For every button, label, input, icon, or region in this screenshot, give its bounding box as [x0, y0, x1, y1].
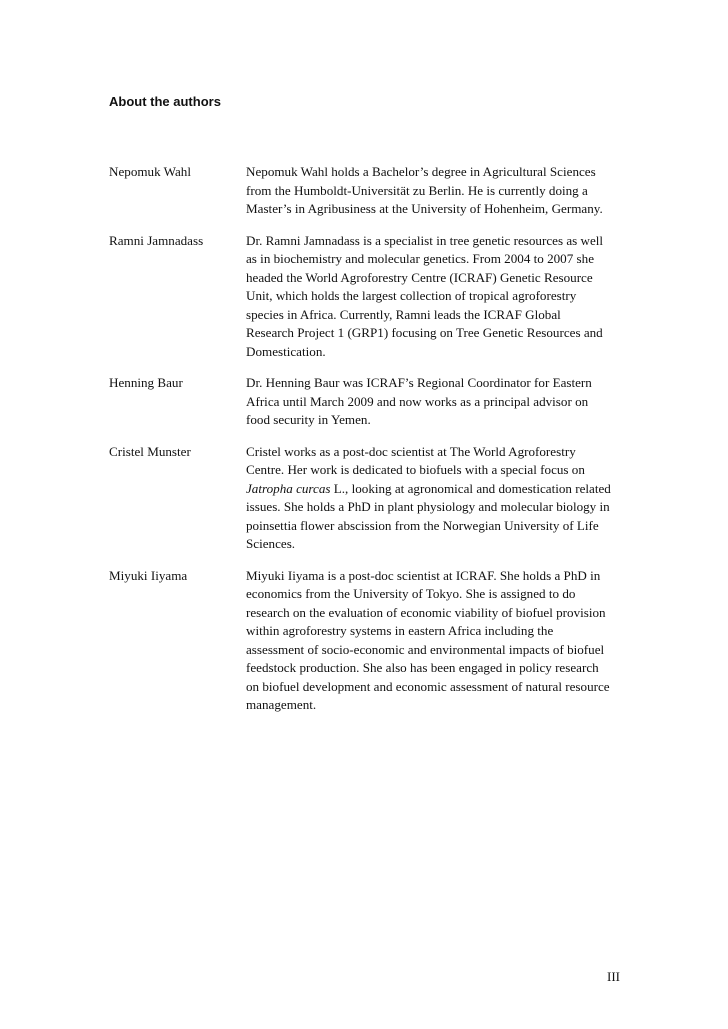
- bio-line: Dr. Henning Baur was ICRAF’s Regional Coordinator for Eastern: [246, 375, 592, 390]
- bio-line: Dr. Ramni Jamnadass is a specialist in tree genetic resources as well: [246, 232, 604, 248]
- bio-line: [246, 480, 621, 499]
- author-entry: [109, 567, 621, 715]
- bio-line: species in Africa. Currently, Ramni leads the ICRAF Global: [246, 306, 561, 322]
- author-entry: [109, 163, 621, 219]
- bio-line: within agroforestry systems in eastern Africa including the: [246, 623, 554, 638]
- bio-line: Domestication.: [246, 343, 326, 359]
- bio-line: food security in Yemen.: [246, 412, 371, 427]
- species-name: Jatropha curcas: [246, 480, 331, 496]
- bio-line: Sciences.: [246, 536, 296, 551]
- author-name: Miyuki Iiyama: [109, 567, 188, 583]
- bio-line: Unit, which holds the largest collection of tropical agroforestry: [246, 288, 577, 303]
- author-bio: [246, 163, 621, 219]
- bio-line: economics from the University of Tokyo. She is assigned to do: [246, 586, 576, 601]
- author-bio: [246, 567, 621, 715]
- author-name: Nepomuk Wahl: [109, 164, 191, 179]
- bio-line: feedstock production. She also has been engaged in policy research: [246, 660, 599, 675]
- bio-line: research on the evaluation of economic viability of biofuel provision: [246, 604, 606, 620]
- author-name: Henning Baur: [109, 375, 183, 390]
- bio-line: Africa until March 2009 and now works as a principal advisor on: [246, 393, 589, 409]
- author-entry: [109, 443, 621, 554]
- author-list: [109, 163, 621, 728]
- author-entry: [109, 374, 621, 430]
- bio-line: assessment of socio-economic and environmental impacts of biofuel: [246, 641, 605, 657]
- section-heading: About the authors: [109, 94, 221, 109]
- bio-line: Centre. Her work is dedicated to biofuels with a special focus on: [246, 462, 585, 477]
- author-name: Cristel Munster: [109, 443, 191, 459]
- bio-line: as in biochemistry and molecular genetics. From 2004 to 2007 she: [246, 251, 595, 266]
- bio-line: Nepomuk Wahl holds a Bachelor’s degree in Agricultural Sciences: [246, 164, 596, 179]
- bio-line: poinsettia flower abscission from the Norwegian University of Life: [246, 517, 599, 533]
- bio-line: management.: [246, 697, 317, 712]
- author-bio: [246, 443, 621, 554]
- bio-line: from the Humboldt-Universität zu Berlin. He is currently doing a: [246, 182, 588, 198]
- author-bio: [246, 374, 621, 430]
- bio-line-rest: L., looking at agronomical and domestication related: [330, 480, 611, 496]
- bio-line: on biofuel development and economic assessment of natural resource: [246, 678, 610, 694]
- bio-line: Master’s in Agribusiness at the University of Hohenheim, Germany.: [246, 201, 603, 216]
- bio-line: Cristel works as a post-doc scientist at The World Agroforestry: [246, 443, 576, 459]
- bio-line: headed the World Agroforestry Centre (ICRAF) Genetic Resource: [246, 269, 593, 285]
- bio-line: issues. She holds a PhD in plant physiology and molecular biology in: [246, 499, 610, 514]
- author-bio: [246, 232, 621, 362]
- bio-line: Research Project 1 (GRP1) focusing on Tree Genetic Resources and: [246, 325, 603, 340]
- author-name: Ramni Jamnadass: [109, 232, 204, 248]
- author-entry: [109, 232, 621, 362]
- page-number: III: [607, 969, 620, 984]
- bio-line: Miyuki Iiyama is a post-doc scientist at ICRAF. She holds a PhD in: [246, 567, 601, 583]
